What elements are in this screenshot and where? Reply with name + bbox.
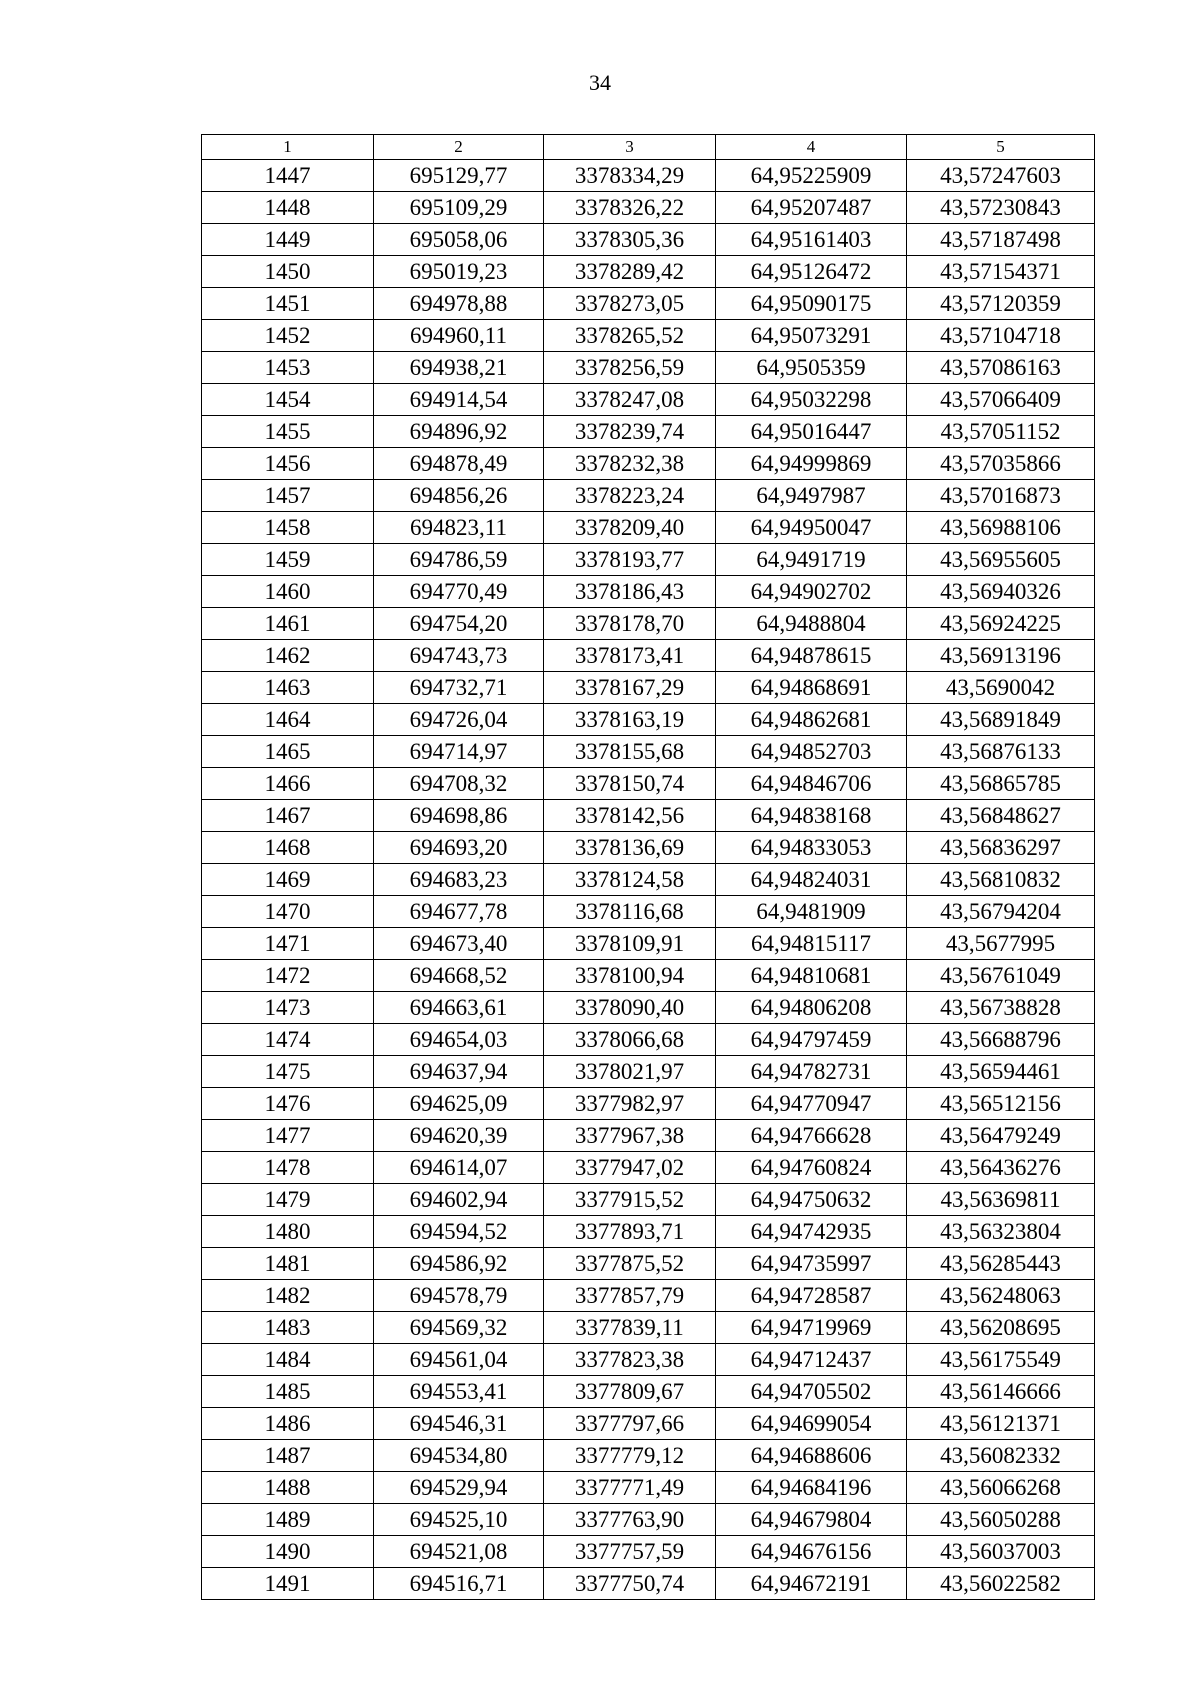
point-number-cell: 1456 [202,448,374,480]
point-number-cell: 1454 [202,384,374,416]
coord-lat-cell: 64,9491719 [716,544,907,576]
table-row [202,544,1095,576]
coord-x-cell: 694620,39 [374,1120,544,1152]
coord-lat-cell: 64,9481909 [716,896,907,928]
coord-y-cell: 3378167,29 [544,672,716,704]
point-number-cell: 1467 [202,800,374,832]
coord-x-cell: 694978,88 [374,288,544,320]
coord-lon-cell: 43,56794204 [907,896,1095,928]
table-row [202,416,1095,448]
point-number-cell: 1448 [202,192,374,224]
coord-x-cell: 694553,41 [374,1376,544,1408]
coord-x-cell: 694614,07 [374,1152,544,1184]
table-row [202,160,1095,192]
coord-y-cell: 3378173,41 [544,640,716,672]
coord-lon-cell: 43,57187498 [907,224,1095,256]
coord-x-cell: 694663,61 [374,992,544,1024]
coord-lat-cell: 64,94684196 [716,1472,907,1504]
point-number-cell: 1458 [202,512,374,544]
coord-lat-cell: 64,94824031 [716,864,907,896]
column-header-5: 5 [907,135,1095,160]
coord-x-cell: 694938,21 [374,352,544,384]
table-row [202,288,1095,320]
coord-lat-cell: 64,94742935 [716,1216,907,1248]
coord-y-cell: 3377915,52 [544,1184,716,1216]
coord-x-cell: 694637,94 [374,1056,544,1088]
coord-y-cell: 3377797,66 [544,1408,716,1440]
coord-y-cell: 3378223,24 [544,480,716,512]
table-row [202,448,1095,480]
table-row [202,1408,1095,1440]
coord-x-cell: 694534,80 [374,1440,544,1472]
point-number-cell: 1450 [202,256,374,288]
coord-lon-cell: 43,57035866 [907,448,1095,480]
coord-lat-cell: 64,95126472 [716,256,907,288]
point-number-cell: 1483 [202,1312,374,1344]
coord-x-cell: 694529,94 [374,1472,544,1504]
table-row [202,1056,1095,1088]
coord-lon-cell: 43,56761049 [907,960,1095,992]
header-row [202,135,1095,160]
coord-lat-cell: 64,94712437 [716,1344,907,1376]
coord-lat-cell: 64,94705502 [716,1376,907,1408]
point-number-cell: 1469 [202,864,374,896]
coord-lon-cell: 43,56050288 [907,1504,1095,1536]
point-number-cell: 1462 [202,640,374,672]
point-number-cell: 1480 [202,1216,374,1248]
point-number-cell: 1449 [202,224,374,256]
coord-y-cell: 3377757,59 [544,1536,716,1568]
point-number-cell: 1471 [202,928,374,960]
coord-lon-cell: 43,56175549 [907,1344,1095,1376]
coord-lon-cell: 43,56022582 [907,1568,1095,1600]
coord-x-cell: 694625,09 [374,1088,544,1120]
coord-x-cell: 694786,59 [374,544,544,576]
point-number-cell: 1473 [202,992,374,1024]
coord-lon-cell: 43,57230843 [907,192,1095,224]
table-row [202,1248,1095,1280]
point-number-cell: 1486 [202,1408,374,1440]
table-row [202,512,1095,544]
coord-lon-cell: 43,57247603 [907,160,1095,192]
coord-x-cell: 694732,71 [374,672,544,704]
table-row [202,768,1095,800]
coord-lat-cell: 64,94760824 [716,1152,907,1184]
coord-lon-cell: 43,56891849 [907,704,1095,736]
coord-y-cell: 3378021,97 [544,1056,716,1088]
coord-lat-cell: 64,94719969 [716,1312,907,1344]
table-row [202,352,1095,384]
point-number-cell: 1453 [202,352,374,384]
coord-lon-cell: 43,56369811 [907,1184,1095,1216]
coord-lat-cell: 64,94672191 [716,1568,907,1600]
coord-y-cell: 3378273,05 [544,288,716,320]
coord-lat-cell: 64,94950047 [716,512,907,544]
table-row [202,800,1095,832]
coord-x-cell: 694561,04 [374,1344,544,1376]
table-row [202,640,1095,672]
coord-lat-cell: 64,94797459 [716,1024,907,1056]
point-number-cell: 1489 [202,1504,374,1536]
point-number-cell: 1479 [202,1184,374,1216]
coord-lat-cell: 64,9488804 [716,608,907,640]
coord-x-cell: 694960,11 [374,320,544,352]
coord-lon-cell: 43,56810832 [907,864,1095,896]
coord-lat-cell: 64,9505359 [716,352,907,384]
coord-lon-cell: 43,56913196 [907,640,1095,672]
coord-lat-cell: 64,95207487 [716,192,907,224]
table-row [202,1152,1095,1184]
coord-lon-cell: 43,56865785 [907,768,1095,800]
coord-y-cell: 3378150,74 [544,768,716,800]
coord-y-cell: 3377809,67 [544,1376,716,1408]
coord-x-cell: 694726,04 [374,704,544,736]
coord-lon-cell: 43,56285443 [907,1248,1095,1280]
coord-lat-cell: 64,94676156 [716,1536,907,1568]
table-row [202,224,1095,256]
coord-lat-cell: 64,95161403 [716,224,907,256]
point-number-cell: 1491 [202,1568,374,1600]
column-header-4: 4 [716,135,907,160]
coord-lon-cell: 43,56848627 [907,800,1095,832]
table-row [202,896,1095,928]
coord-x-cell: 694586,92 [374,1248,544,1280]
table-row [202,1376,1095,1408]
coord-lat-cell: 64,94688606 [716,1440,907,1472]
table-row [202,1568,1095,1600]
table-row [202,192,1095,224]
coord-lat-cell: 64,94862681 [716,704,907,736]
coord-lat-cell: 64,94770947 [716,1088,907,1120]
coord-y-cell: 3378116,68 [544,896,716,928]
coord-lat-cell: 64,94878615 [716,640,907,672]
coord-lat-cell: 64,94846706 [716,768,907,800]
coord-x-cell: 694693,20 [374,832,544,864]
coord-x-cell: 694743,73 [374,640,544,672]
coord-lon-cell: 43,5690042 [907,672,1095,704]
coord-y-cell: 3378239,74 [544,416,716,448]
coord-y-cell: 3378256,59 [544,352,716,384]
point-number-cell: 1484 [202,1344,374,1376]
coord-y-cell: 3378334,29 [544,160,716,192]
coord-lon-cell: 43,56594461 [907,1056,1095,1088]
coord-y-cell: 3378193,77 [544,544,716,576]
point-number-cell: 1488 [202,1472,374,1504]
coord-y-cell: 3377947,02 [544,1152,716,1184]
coord-lon-cell: 43,56479249 [907,1120,1095,1152]
coord-y-cell: 3378305,36 [544,224,716,256]
coord-y-cell: 3377763,90 [544,1504,716,1536]
coord-x-cell: 694856,26 [374,480,544,512]
coord-lat-cell: 64,94838168 [716,800,907,832]
coordinates-table [201,134,1095,1600]
coord-lat-cell: 64,94782731 [716,1056,907,1088]
coord-y-cell: 3378265,52 [544,320,716,352]
table-row [202,1472,1095,1504]
coord-x-cell: 694708,32 [374,768,544,800]
coord-lat-cell: 64,94679804 [716,1504,907,1536]
coord-y-cell: 3377857,79 [544,1280,716,1312]
coord-lat-cell: 64,95073291 [716,320,907,352]
point-number-cell: 1475 [202,1056,374,1088]
coord-x-cell: 695058,06 [374,224,544,256]
coord-lon-cell: 43,56988106 [907,512,1095,544]
coord-y-cell: 3377839,11 [544,1312,716,1344]
table-row [202,1504,1095,1536]
coord-y-cell: 3378124,58 [544,864,716,896]
table-row [202,1312,1095,1344]
coord-lat-cell: 64,94806208 [716,992,907,1024]
coord-x-cell: 694569,32 [374,1312,544,1344]
coord-x-cell: 694823,11 [374,512,544,544]
coord-lat-cell: 64,94699054 [716,1408,907,1440]
point-number-cell: 1451 [202,288,374,320]
coord-lon-cell: 43,56955605 [907,544,1095,576]
coord-x-cell: 694578,79 [374,1280,544,1312]
point-number-cell: 1459 [202,544,374,576]
coord-lat-cell: 64,95032298 [716,384,907,416]
coord-y-cell: 3377750,74 [544,1568,716,1600]
coord-y-cell: 3377779,12 [544,1440,716,1472]
coord-lon-cell: 43,56082332 [907,1440,1095,1472]
coord-y-cell: 3378100,94 [544,960,716,992]
table-row [202,320,1095,352]
table-row [202,704,1095,736]
coord-x-cell: 694654,03 [374,1024,544,1056]
coord-y-cell: 3377893,71 [544,1216,716,1248]
coord-lon-cell: 43,57016873 [907,480,1095,512]
table-row [202,832,1095,864]
coord-y-cell: 3378178,70 [544,608,716,640]
point-number-cell: 1490 [202,1536,374,1568]
coord-lat-cell: 64,94902702 [716,576,907,608]
coord-y-cell: 3377967,38 [544,1120,716,1152]
coord-lon-cell: 43,56066268 [907,1472,1095,1504]
point-number-cell: 1466 [202,768,374,800]
coord-y-cell: 3378163,19 [544,704,716,736]
coord-y-cell: 3378109,91 [544,928,716,960]
coord-lon-cell: 43,56248063 [907,1280,1095,1312]
coord-lon-cell: 43,56146666 [907,1376,1095,1408]
coord-lon-cell: 43,57086163 [907,352,1095,384]
point-number-cell: 1481 [202,1248,374,1280]
table-row [202,384,1095,416]
point-number-cell: 1464 [202,704,374,736]
coord-x-cell: 694698,86 [374,800,544,832]
column-header-3: 3 [544,135,716,160]
point-number-cell: 1474 [202,1024,374,1056]
coord-lat-cell: 64,94766628 [716,1120,907,1152]
coord-lat-cell: 64,95090175 [716,288,907,320]
coord-x-cell: 695129,77 [374,160,544,192]
coord-lon-cell: 43,56512156 [907,1088,1095,1120]
table-row [202,480,1095,512]
table-row [202,960,1095,992]
coord-y-cell: 3378142,56 [544,800,716,832]
coord-x-cell: 695109,29 [374,192,544,224]
coord-lon-cell: 43,56738828 [907,992,1095,1024]
point-number-cell: 1470 [202,896,374,928]
coord-y-cell: 3377771,49 [544,1472,716,1504]
coord-y-cell: 3378066,68 [544,1024,716,1056]
coord-y-cell: 3378090,40 [544,992,716,1024]
coord-lon-cell: 43,56037003 [907,1536,1095,1568]
coord-x-cell: 694878,49 [374,448,544,480]
table-row [202,256,1095,288]
coord-lat-cell: 64,94852703 [716,736,907,768]
table-header [202,135,1095,160]
coord-lon-cell: 43,57154371 [907,256,1095,288]
coord-y-cell: 3378247,08 [544,384,716,416]
table-row [202,928,1095,960]
coord-lon-cell: 43,5677995 [907,928,1095,960]
table-row [202,1120,1095,1152]
coord-x-cell: 694914,54 [374,384,544,416]
point-number-cell: 1452 [202,320,374,352]
point-number-cell: 1460 [202,576,374,608]
table-row [202,1088,1095,1120]
point-number-cell: 1463 [202,672,374,704]
coord-lon-cell: 43,56836297 [907,832,1095,864]
coord-y-cell: 3377982,97 [544,1088,716,1120]
coord-lon-cell: 43,56688796 [907,1024,1095,1056]
coord-x-cell: 694677,78 [374,896,544,928]
coord-lon-cell: 43,56208695 [907,1312,1095,1344]
coord-lat-cell: 64,94833053 [716,832,907,864]
point-number-cell: 1477 [202,1120,374,1152]
coord-y-cell: 3378326,22 [544,192,716,224]
coord-lat-cell: 64,94728587 [716,1280,907,1312]
coord-x-cell: 694668,52 [374,960,544,992]
table-row [202,1024,1095,1056]
coord-y-cell: 3378186,43 [544,576,716,608]
point-number-cell: 1478 [202,1152,374,1184]
table-row [202,992,1095,1024]
table-row [202,1184,1095,1216]
point-number-cell: 1487 [202,1440,374,1472]
point-number-cell: 1455 [202,416,374,448]
point-number-cell: 1482 [202,1280,374,1312]
point-number-cell: 1457 [202,480,374,512]
point-number-cell: 1447 [202,160,374,192]
table-row [202,864,1095,896]
coord-lat-cell: 64,94999869 [716,448,907,480]
coord-lon-cell: 43,56924225 [907,608,1095,640]
coord-lat-cell: 64,94868691 [716,672,907,704]
coord-x-cell: 694516,71 [374,1568,544,1600]
coord-lon-cell: 43,57051152 [907,416,1095,448]
table-row [202,1280,1095,1312]
coord-y-cell: 3378136,69 [544,832,716,864]
coord-lon-cell: 43,57104718 [907,320,1095,352]
point-number-cell: 1465 [202,736,374,768]
table-row [202,1216,1095,1248]
table-row [202,1344,1095,1376]
coord-y-cell: 3378232,38 [544,448,716,480]
column-header-1: 1 [202,135,374,160]
point-number-cell: 1472 [202,960,374,992]
coord-lon-cell: 43,56876133 [907,736,1095,768]
coord-x-cell: 695019,23 [374,256,544,288]
coord-lat-cell: 64,94815117 [716,928,907,960]
coord-x-cell: 694754,20 [374,608,544,640]
table-row [202,576,1095,608]
coord-lat-cell: 64,94810681 [716,960,907,992]
coord-lon-cell: 43,56121371 [907,1408,1095,1440]
coord-lat-cell: 64,9497987 [716,480,907,512]
point-number-cell: 1461 [202,608,374,640]
coord-lat-cell: 64,95016447 [716,416,907,448]
coord-x-cell: 694525,10 [374,1504,544,1536]
point-number-cell: 1485 [202,1376,374,1408]
coord-lon-cell: 43,57120359 [907,288,1095,320]
coord-y-cell: 3377823,38 [544,1344,716,1376]
coord-x-cell: 694896,92 [374,416,544,448]
table-row [202,1440,1095,1472]
table-row [202,608,1095,640]
table-body [202,160,1095,1600]
coord-y-cell: 3378155,68 [544,736,716,768]
point-number-cell: 1468 [202,832,374,864]
coord-y-cell: 3378289,42 [544,256,716,288]
coord-lon-cell: 43,57066409 [907,384,1095,416]
coord-lat-cell: 64,94750632 [716,1184,907,1216]
coord-x-cell: 694714,97 [374,736,544,768]
coord-x-cell: 694521,08 [374,1536,544,1568]
coord-lat-cell: 64,94735997 [716,1248,907,1280]
coord-x-cell: 694546,31 [374,1408,544,1440]
coord-x-cell: 694683,23 [374,864,544,896]
page-number: 34 [589,70,611,95]
coord-x-cell: 694770,49 [374,576,544,608]
coord-x-cell: 694602,94 [374,1184,544,1216]
coord-y-cell: 3378209,40 [544,512,716,544]
coord-lon-cell: 43,56436276 [907,1152,1095,1184]
coord-y-cell: 3377875,52 [544,1248,716,1280]
point-number-cell: 1476 [202,1088,374,1120]
table-row [202,736,1095,768]
coord-lon-cell: 43,56940326 [907,576,1095,608]
coord-lon-cell: 43,56323804 [907,1216,1095,1248]
table-row [202,1536,1095,1568]
table-row [202,672,1095,704]
coord-lat-cell: 64,95225909 [716,160,907,192]
coord-x-cell: 694594,52 [374,1216,544,1248]
column-header-2: 2 [374,135,544,160]
coord-x-cell: 694673,40 [374,928,544,960]
